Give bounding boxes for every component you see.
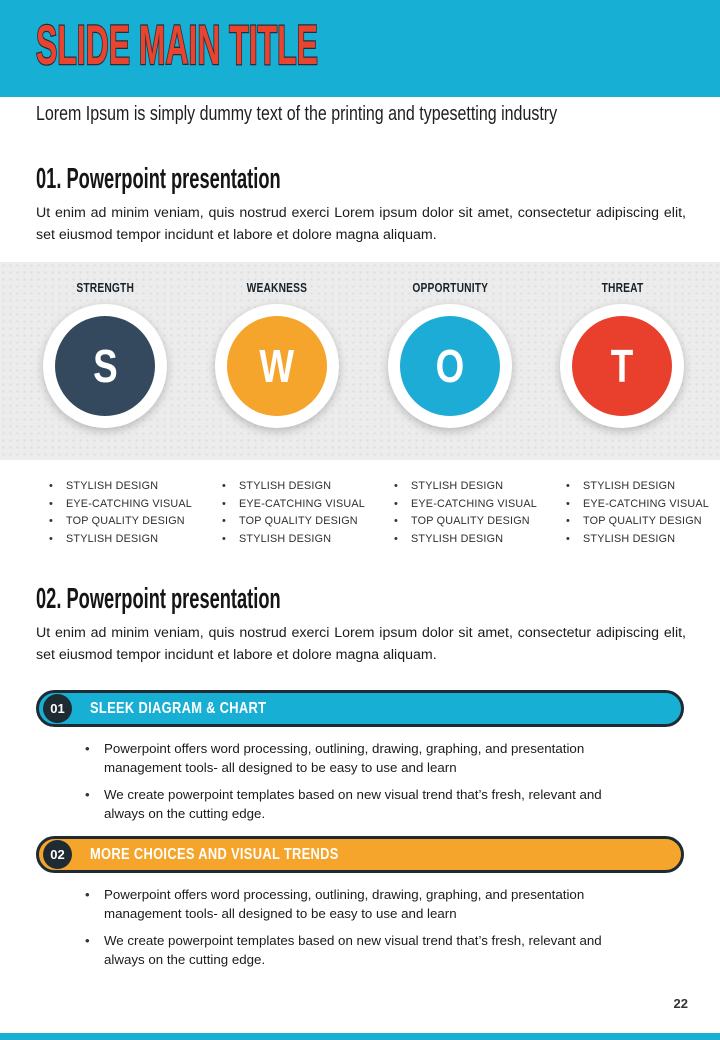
swot-panel	[0, 262, 720, 460]
swot-circle-ring	[215, 304, 339, 428]
swot-label-weakness-text: WEAKNESS	[246, 281, 308, 295]
swot-circle-ring	[560, 304, 684, 428]
swot-label-strength	[18, 281, 192, 295]
list-item: • We create powerpoint templates based on new visual trend that’s fresh, relevant and always on the cutting edge.	[83, 786, 645, 823]
banner-title-text: MORE CHOICES AND VISUAL TRENDS	[90, 845, 339, 863]
banner-title	[90, 846, 390, 864]
banner-number-badge: 01	[43, 694, 72, 723]
swot-column-strength	[18, 262, 192, 460]
section-2-body: Ut enim ad minim veniam, quis nostrud exerci Lorem ipsum dolor sit amet, consectetur adipiscing elit, set eiusmod tempor incidunt et labore et dolore magna aliquam.	[36, 625, 686, 664]
list-item: • EYE-CATCHING VISUAL	[565, 496, 720, 514]
opportunity-bullet-list	[393, 478, 558, 548]
swot-bullet-lists	[0, 478, 720, 558]
weakness-circle	[227, 316, 327, 416]
weakness-bullet-list	[221, 478, 386, 548]
list-item: • STYLISH DESIGN	[48, 531, 213, 549]
list-item: • STYLISH DESIGN	[221, 531, 386, 549]
swot-label-threat-text: THREAT	[601, 281, 643, 295]
swot-label-strength-text: STRENGTH	[76, 281, 134, 295]
banner-title	[90, 700, 302, 718]
list-item: • TOP QUALITY DESIGN	[393, 513, 558, 531]
list-item: • We create powerpoint templates based on new visual trend that’s fresh, relevant and always on the cutting edge.	[83, 932, 645, 969]
threat-circle	[572, 316, 672, 416]
list-item: • TOP QUALITY DESIGN	[48, 513, 213, 531]
list-item: • STYLISH DESIGN	[565, 531, 720, 549]
list-item: • TOP QUALITY DESIGN	[565, 513, 720, 531]
swot-label-weakness	[190, 281, 364, 295]
section-2-heading-text: 02. Powerpoint presentation	[36, 583, 281, 615]
swot-label-opportunity-text: OPPORTUNITY	[412, 281, 488, 295]
page-number: 22	[673, 996, 688, 1011]
threat-bullet-list	[565, 478, 720, 548]
swot-label-opportunity	[363, 281, 537, 295]
list-item: • STYLISH DESIGN	[221, 478, 386, 496]
banner-more-choices	[36, 836, 684, 873]
section-1-heading	[36, 163, 424, 196]
list-item: • EYE-CATCHING VISUAL	[221, 496, 386, 514]
opportunity-circle	[400, 316, 500, 416]
subtitle	[36, 103, 687, 126]
swot-column-threat	[535, 262, 709, 460]
list-item: • STYLISH DESIGN	[393, 478, 558, 496]
banner-1-bullet-list	[83, 740, 645, 832]
swot-circle-ring	[388, 304, 512, 428]
slide-main-title-text: SLIDE MAIN TITLE	[36, 13, 318, 76]
list-item: • STYLISH DESIGN	[48, 478, 213, 496]
subtitle-text: Lorem Ipsum is simply dummy text of the printing and typesetting industry	[36, 103, 558, 125]
section-1-body: Ut enim ad minim veniam, quis nostrud exerci Lorem ipsum dolor sit amet, consectetur adipiscing elit, set eiusmod tempor incidunt et labore et dolore magna aliquam.	[36, 205, 686, 244]
banner-title-text: SLEEK DIAGRAM & CHART	[90, 699, 267, 717]
list-item: • STYLISH DESIGN	[393, 531, 558, 549]
swot-column-opportunity	[363, 262, 537, 460]
section-1-heading-text: 01. Powerpoint presentation	[36, 163, 281, 195]
banner-sleek-diagram	[36, 690, 684, 727]
swot-column-weakness	[190, 262, 364, 460]
footer-bar	[0, 1033, 720, 1040]
banner-2-bullet-list	[83, 886, 645, 978]
weakness-letter: W	[259, 340, 295, 392]
swot-label-threat	[535, 281, 709, 295]
strength-letter: S	[92, 340, 118, 392]
strength-circle	[55, 316, 155, 416]
list-item: • EYE-CATCHING VISUAL	[393, 496, 558, 514]
threat-letter: T	[610, 340, 634, 392]
list-item: • TOP QUALITY DESIGN	[221, 513, 386, 531]
banner-number-badge: 02	[43, 840, 72, 869]
slide-main-title	[36, 14, 531, 76]
list-item: • Powerpoint offers word processing, outlining, drawing, graphing, and presentation management tools- all designed to be easy to use and learn	[83, 740, 645, 777]
list-item: • EYE-CATCHING VISUAL	[48, 496, 213, 514]
swot-circle-ring	[43, 304, 167, 428]
list-item: • STYLISH DESIGN	[565, 478, 720, 496]
section-2-heading	[36, 583, 424, 616]
list-item: • Powerpoint offers word processing, outlining, drawing, graphing, and presentation management tools- all designed to be easy to use and learn	[83, 886, 645, 923]
header-bar	[0, 0, 720, 97]
strength-bullet-list	[48, 478, 213, 548]
opportunity-letter: O	[435, 340, 465, 392]
